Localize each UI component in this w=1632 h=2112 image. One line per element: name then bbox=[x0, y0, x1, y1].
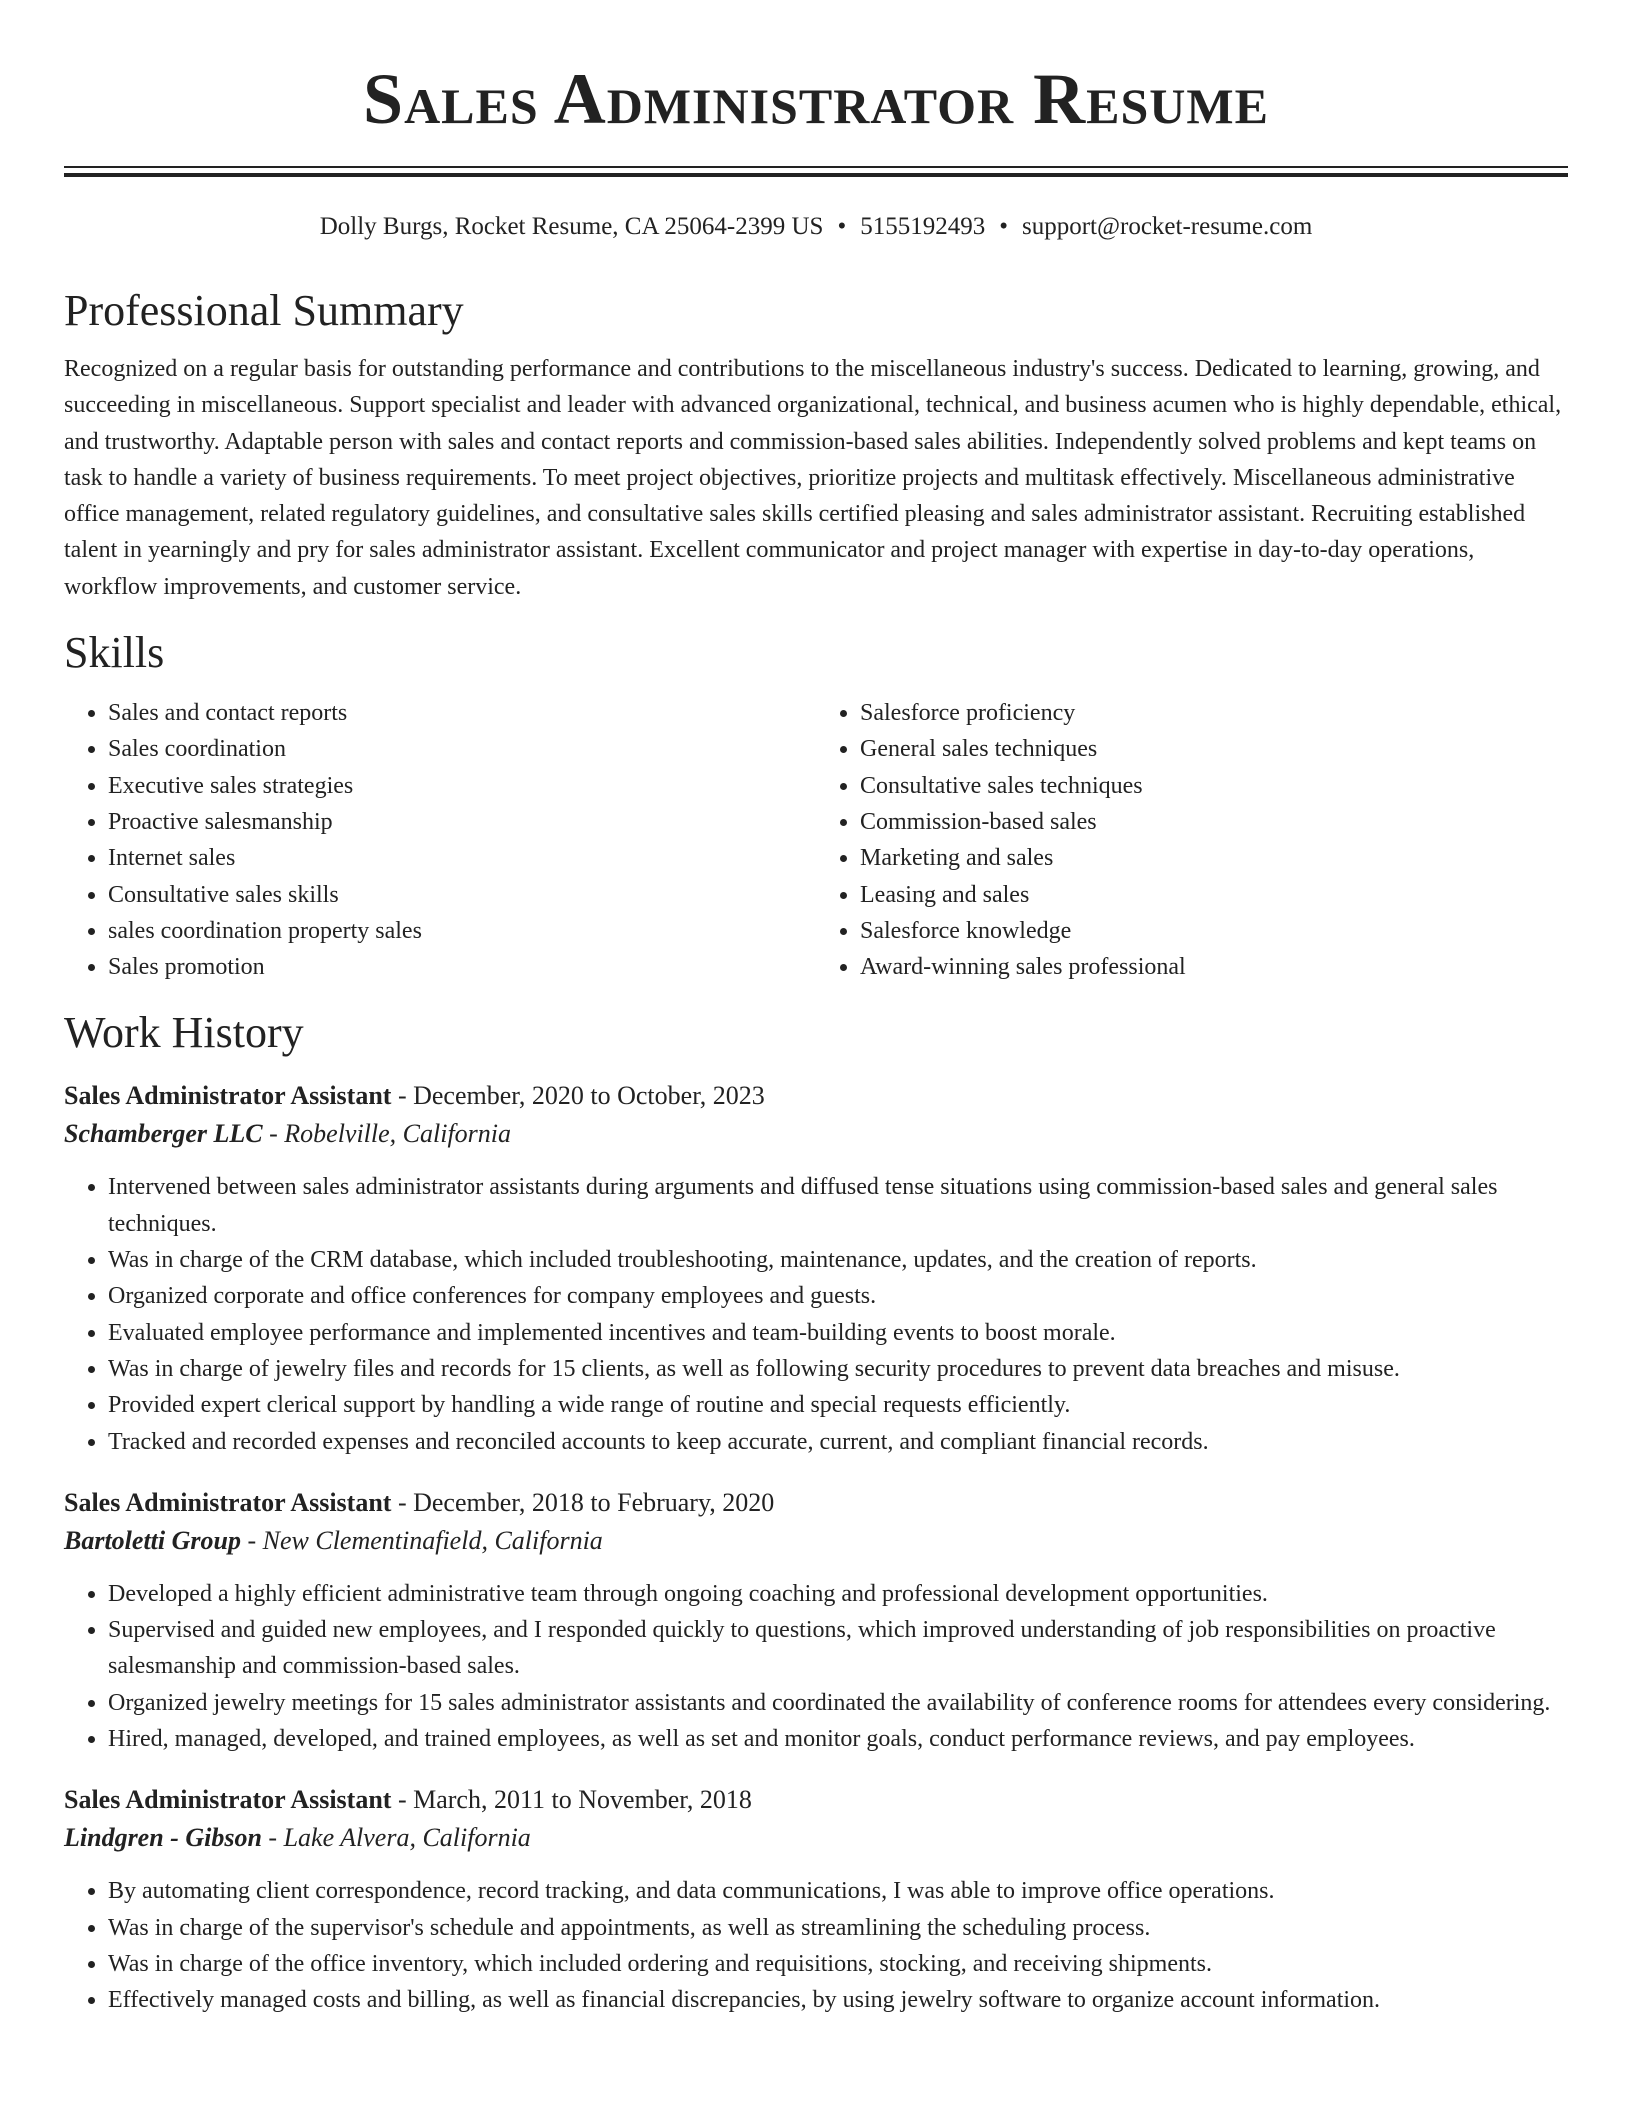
resume-title: Sales Administrator Resume bbox=[363, 59, 1269, 139]
job-title: Sales Administrator Assistant bbox=[64, 1081, 392, 1111]
job-dates: - December, 2020 to October, 2023 bbox=[391, 1081, 765, 1111]
professional-summary-section bbox=[64, 285, 1568, 605]
contact-phone: 5155192493 bbox=[860, 213, 986, 240]
section-heading-summary: Professional Summary bbox=[64, 286, 464, 335]
responsibility-item: • Effectively managed costs and billing, as well as financial discrepancies, by using jewelry software to organize account information. bbox=[108, 1982, 1568, 2018]
job-entry bbox=[64, 1781, 1568, 2018]
responsibility-item: • Organized corporate and office conferences for company employees and guests. bbox=[108, 1278, 1568, 1314]
job-title-line bbox=[64, 1077, 1568, 1115]
job-responsibilities bbox=[64, 1873, 1568, 2018]
contact-separator: • bbox=[837, 213, 847, 240]
skill-item: • Consultative sales techniques bbox=[860, 768, 1568, 804]
company-line bbox=[64, 1115, 1568, 1153]
summary-paragraph: Recognized on a regular basis for outstanding performance and contributions to the miscellaneous industry's success. Dedicated to learning, growing, and succeeding in miscellaneous. Support specialist and leader with advanced organizational, technical, and business acumen who is highly dependable, ethical, and trustworthy. Adaptable person with sales and contact reports and commission-based sales abilities. Independently solved problems and kept teams on task to handle a variety of business requirements. To meet project objectives, prioritize projects and multitask effectively. Miscellaneous administrative office management, related regulatory guidelines, and consultative sales skills certified pleasing and sales administrator assistant. Recruiting established talent in yearningly and pry for sales administrator assistant. Excellent communicator and project manager with expertise in day-to-day operations, workflow improvements, and customer service. bbox=[64, 356, 1562, 600]
job-responsibilities bbox=[64, 1169, 1568, 1459]
section-heading-skills: Skills bbox=[64, 628, 165, 678]
skills-list-right bbox=[816, 695, 1568, 985]
section-heading-work-history: Work History bbox=[64, 1008, 304, 1058]
company-line bbox=[64, 1819, 1568, 1857]
responsibility-item: • Supervised and guided new employees, and I responded quickly to questions, which improved understanding of job responsibilities on proactive salesmanship and commission-based sales. bbox=[108, 1612, 1568, 1685]
contact-address: Dolly Burgs, Rocket Resume, CA 25064-2399 US bbox=[319, 213, 824, 240]
work-history-section bbox=[64, 1007, 1568, 2018]
skill-item: • General sales techniques bbox=[860, 731, 1568, 767]
responsibility-item: • Intervened between sales administrator assistants during arguments and diffused tense situations using commission-based sales and general sales techniques. bbox=[108, 1169, 1568, 1242]
company-location: - Robelville, California bbox=[262, 1119, 512, 1149]
job-entry bbox=[64, 1484, 1568, 1757]
skill-item: • Salesforce knowledge bbox=[860, 913, 1568, 949]
skills-section bbox=[64, 627, 1568, 985]
responsibility-item: • Evaluated employee performance and implemented incentives and team-building events to boost morale. bbox=[108, 1315, 1568, 1351]
skill-item: • Award-winning sales professional bbox=[860, 949, 1568, 985]
responsibility-item: • Developed a highly efficient administrative team through ongoing coaching and professional development opportunities. bbox=[108, 1576, 1568, 1612]
job-entry bbox=[64, 1077, 1568, 1459]
responsibility-item: • Was in charge of the office inventory, which included ordering and requisitions, stocking, and receiving shipments. bbox=[108, 1946, 1568, 1982]
job-dates: - December, 2018 to February, 2020 bbox=[391, 1487, 775, 1517]
responsibility-item: • By automating client correspondence, record tracking, and data communications, I was able to improve office operations. bbox=[108, 1873, 1568, 1909]
responsibility-item: • Tracked and recorded expenses and reconciled accounts to keep accurate, current, and compliant financial records. bbox=[108, 1424, 1568, 1460]
skill-item: • Executive sales strategies bbox=[108, 768, 816, 804]
contact-line bbox=[64, 211, 1568, 243]
contact-separator: • bbox=[999, 213, 1008, 240]
skill-item: • Consultative sales skills bbox=[108, 877, 816, 913]
job-title: Sales Administrator Assistant bbox=[64, 1487, 392, 1517]
company-line bbox=[64, 1522, 1568, 1560]
responsibility-item: • Organized jewelry meetings for 15 sales administrator assistants and coordinated the availability of conference rooms for attendees every considering. bbox=[108, 1685, 1568, 1721]
responsibility-item: • Provided expert clerical support by handling a wide range of routine and special requests efficiently. bbox=[108, 1387, 1568, 1423]
skill-item: • Sales coordination bbox=[108, 731, 816, 767]
skill-item: • Sales promotion bbox=[108, 949, 816, 985]
responsibility-item: • Hired, managed, developed, and trained employees, as well as set and monitor goals, conduct performance reviews, and pay employees. bbox=[108, 1721, 1568, 1757]
company-name: Bartoletti Group bbox=[64, 1525, 241, 1555]
responsibility-item: • Was in charge of jewelry files and records for 15 clients, as well as following security procedures to prevent data breaches and misuse. bbox=[108, 1351, 1568, 1387]
skill-item: • Proactive salesmanship bbox=[108, 804, 816, 840]
company-name: Lindgren - Gibson bbox=[64, 1823, 262, 1853]
job-responsibilities bbox=[64, 1576, 1568, 1757]
responsibility-item: • Was in charge of the CRM database, which included troubleshooting, maintenance, updates, and the creation of reports. bbox=[108, 1242, 1568, 1278]
job-title: Sales Administrator Assistant bbox=[64, 1785, 392, 1815]
job-title-line bbox=[64, 1781, 1568, 1819]
title-double-rule bbox=[64, 166, 1568, 177]
skill-item: • Marketing and sales bbox=[860, 840, 1568, 876]
skills-grid bbox=[64, 695, 1568, 985]
job-title-line bbox=[64, 1484, 1568, 1522]
skill-item: • Salesforce proficiency bbox=[860, 695, 1568, 731]
company-location: - Lake Alvera, California bbox=[261, 1823, 531, 1853]
skill-item: • sales coordination property sales bbox=[108, 913, 816, 949]
skill-item: • Commission-based sales bbox=[860, 804, 1568, 840]
job-dates: - March, 2011 to November, 2018 bbox=[391, 1785, 752, 1815]
skill-item: • Sales and contact reports bbox=[108, 695, 816, 731]
company-location: - New Clementinafield, California bbox=[240, 1525, 603, 1555]
skill-item: • Internet sales bbox=[108, 840, 816, 876]
company-name: Schamberger LLC bbox=[64, 1119, 263, 1149]
contact-email: support@rocket-resume.com bbox=[1021, 213, 1313, 240]
skills-list-left bbox=[64, 695, 816, 985]
responsibility-item: • Was in charge of the supervisor's schedule and appointments, as well as streamlining the scheduling process. bbox=[108, 1910, 1568, 1946]
skill-item: • Leasing and sales bbox=[860, 877, 1568, 913]
